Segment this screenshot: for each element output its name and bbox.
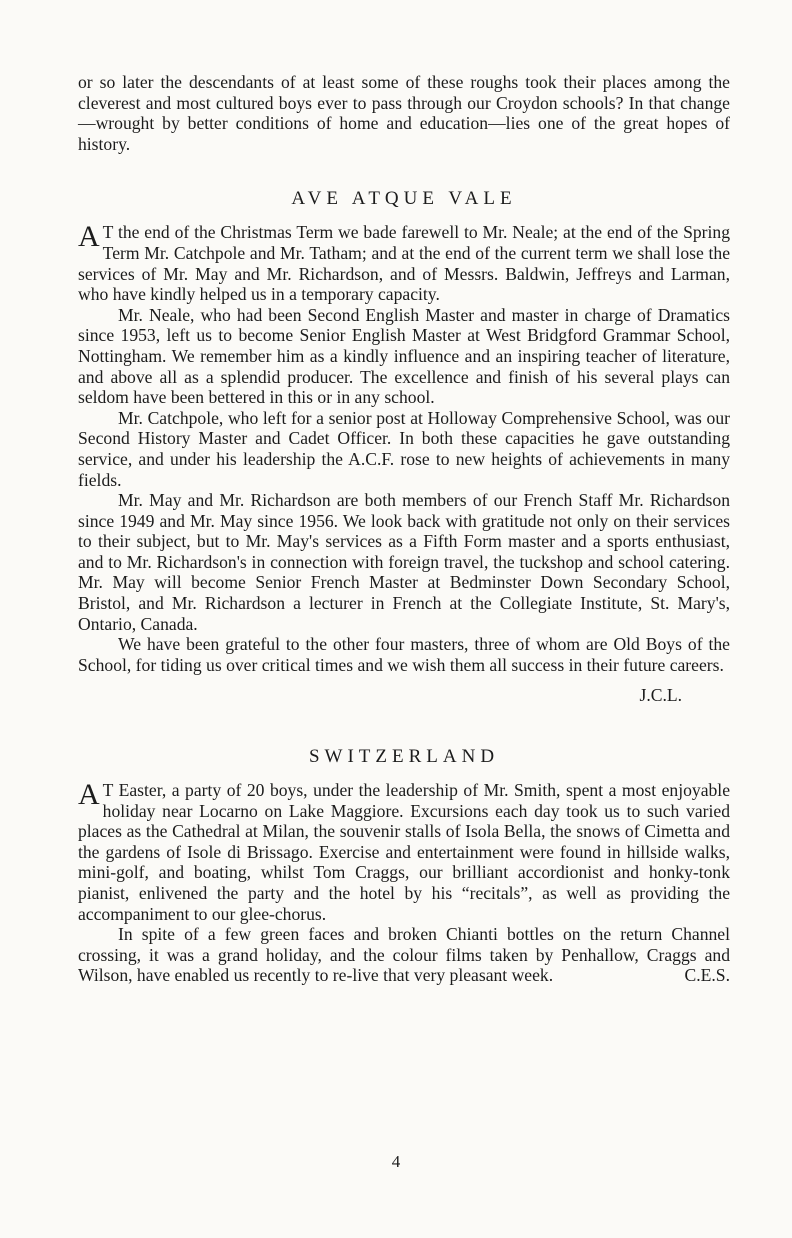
- ave-signature: J.C.L.: [639, 685, 682, 706]
- switzerland-paragraph-2-text: In spite of a few green faces and broken Chianti bottles on the return Channel crossing, it was a grand holiday, and the colour films taken by Penhallow, Craggs and Wilson, have enabled us recently to re-live that very pleasant week.: [78, 924, 730, 986]
- switzerland-signature: C.E.S.: [684, 965, 730, 986]
- ave-dropcap: A: [78, 220, 100, 254]
- switzerland-paragraph-2: [78, 924, 730, 986]
- switzerland-dropcap: A: [78, 778, 100, 812]
- ave-paragraph-1: [78, 222, 730, 304]
- ave-paragraph-5: We have been grateful to the other four masters, three of whom are Old Boys of the School, for tiding us over critical times and we wish them all success in their future careers.: [78, 634, 730, 675]
- page-content: [78, 72, 730, 986]
- switzerland-paragraph-1: [78, 780, 730, 924]
- ave-paragraph-3: Mr. Catchpole, who left for a senior post at Holloway Comprehensive School, was our Second History Master and Cadet Officer. In both these capacities he gave outstanding service, and under his leadership the A.C.F. rose to new heights of achievements in many fields.: [78, 407, 730, 490]
- ave-paragraph-4: Mr. May and Mr. Richardson are both members of our French Staff Mr. Richardson since 1949 and Mr. May since 1956. We look back with gratitude not only on their services to their subject, but to Mr. May's services as a Fifth Form master and a sports enthusiast, and to Mr. Richardson's in connection with foreign travel, the tuckshop and school catering. Mr. May will become Senior French Master at Bedminster Down Secondary School, Bristol, and Mr. Richardson a lecturer in French at the Collegiate Institute, St. Mary's, Ontario, Canada.: [78, 490, 730, 634]
- switzerland-paragraph-1-text: T Easter, a party of 20 boys, under the leadership of Mr. Smith, spent a most enjoyable holiday near Locarno on Lake Maggiore. Excursions each day took us to such varied places as the Cathedral at Milan, the souvenir stalls of Isola Bella, the snows of Cimetta and the gardens of Isole di Brissago. Exercise and entertainment were found in hillside walks, mini-golf, and boating, whilst Tom Craggs, our brilliant accordionist and honky-tonk pianist, enlivened the party and the hotel by his “recitals”, as well as providing the accompaniment to our glee-chorus.: [78, 780, 730, 924]
- ave-paragraph-1-text: T the end of the Christmas Term we bade farewell to Mr. Neale; at the end of the Spring Term Mr. Catchpole and Mr. Tatham; and at the end of the current term we shall lose the services of Mr. May and Mr. Richardson, and of Messrs. Baldwin, Jeffreys and Larman, who have kindly helped us in a temporary capacity.: [78, 222, 730, 305]
- switzerland-heading: SWITZERLAND: [308, 746, 500, 768]
- page-number: 4: [391, 1152, 401, 1171]
- ave-paragraph-2: Mr. Neale, who had been Second English Master and master in charge of Dramatics since 1953, left us to become Senior English Master at West Bridgford Grammar School, Nottingham. We remember him as a kindly influence and an inspiring teacher of literature, and above all as a splendid producer. The excellence and finish of his several plays can seldom have been bettered in this or in any school.: [78, 304, 730, 408]
- ave-heading: AVE ATQUE VALE: [291, 188, 517, 210]
- intro-paragraph: or so later the descendants of at least some of these roughs took their places among the cleverest and most cultured boys ever to pass through our Croydon schools? In that change—wrought by better conditions of home and education—lies one of the great hopes of history.: [78, 72, 730, 154]
